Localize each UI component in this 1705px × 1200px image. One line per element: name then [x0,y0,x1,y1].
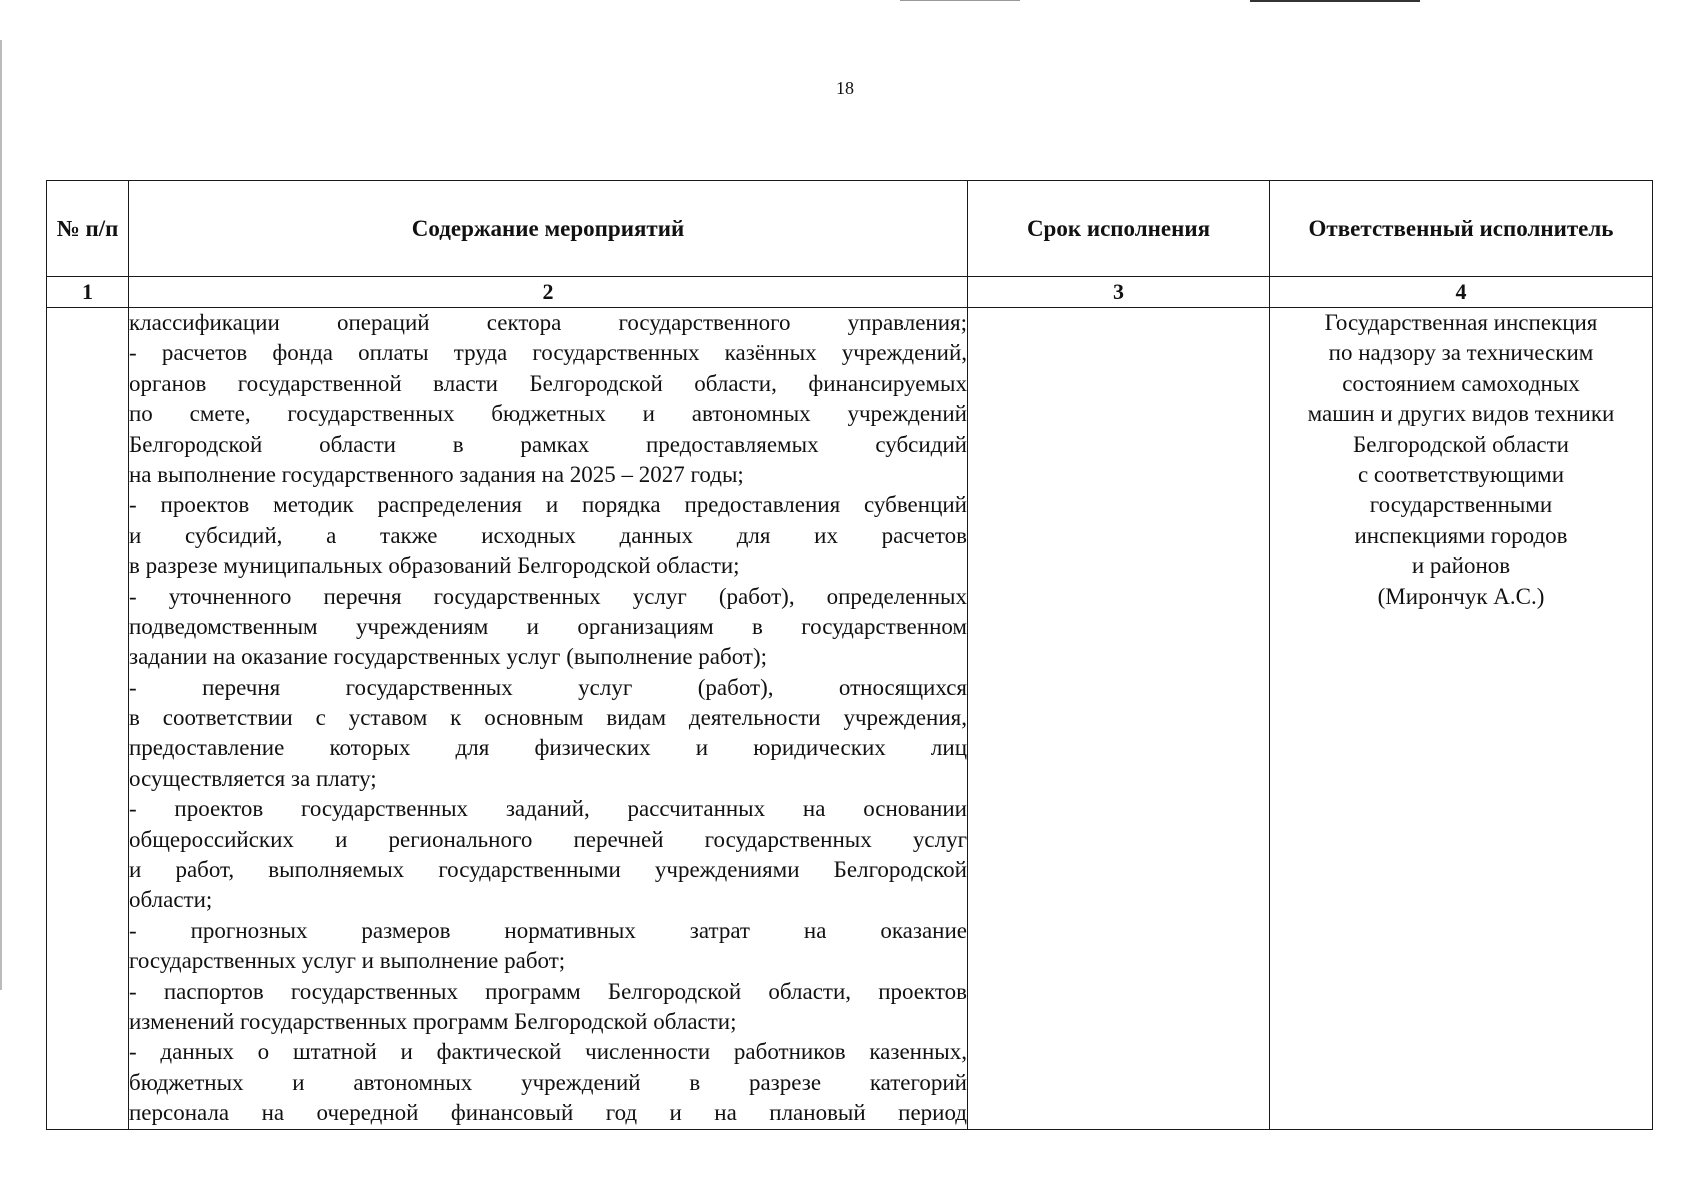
content-line: в разрезе муниципальных образований Белгородской области; [129,553,740,579]
content-line: осуществляется за плату; [129,765,377,791]
row-content-cell [129,308,968,1130]
content-line: в соответствии с уставом к основным видам деятельности учреждения, [129,705,967,731]
scan-artifact-line [1250,0,1420,2]
responsible-line: машин и других видов техники [1307,401,1615,427]
content-line: - прогнозных размеров нормативных затрат на оказание [129,917,967,943]
content-line: - паспортов государственных программ Белгородской области, проектов [129,978,967,1004]
scan-artifact-line [900,0,1020,1]
header-num: № п/п [47,181,129,277]
responsible-line: по надзору за техническим [1328,340,1594,366]
content-line: изменений государственных программ Белгородской области; [129,1008,737,1034]
content-line: и субсидий, а также исходных данных для их расчетов [129,522,967,548]
content-line: государственных услуг и выполнение работ; [129,948,566,974]
responsible-line: и районов [1411,553,1511,579]
content-line: общероссийских и регионального перечней государственных услуг [129,826,967,852]
responsible-line: государственными [1369,492,1553,518]
header-responsible: Ответственный исполнитель [1270,181,1653,277]
column-number: 2 [129,277,968,308]
column-number: 4 [1270,277,1653,308]
content-line: классификации операций сектора государственного управления; [129,310,967,335]
row-num-cell [47,308,129,1130]
responsible-line: Государственная инспекция [1324,310,1598,335]
content-line: бюджетных и автономных учреждений в разрезе категорий [129,1069,967,1095]
column-number-row [47,277,1653,308]
row-term-cell [968,308,1270,1130]
content-line: - проектов методик распределения и порядка предоставления субвенций [129,492,967,518]
responsible-line: с соответствующими [1357,462,1565,488]
measures-table [46,180,1653,1130]
content-line: по смете, государственных бюджетных и автономных учреждений [129,401,967,427]
responsible-line: состоянием самоходных [1342,370,1580,396]
column-number: 1 [47,277,129,308]
content-line: - уточненного перечня государственных услуг (работ), определенных [129,583,967,609]
responsible-line: (Мирончук А.С.) [1377,583,1545,609]
page-number: 18 [836,78,854,98]
content-line: - проектов государственных заданий, рассчитанных на основании [129,796,967,822]
header-term: Срок исполнения [968,181,1270,277]
content-line: персонала на очередной финансовый год и на плановый период [129,1100,967,1126]
content-line: - перечня государственных услуг (работ), относящихся [129,674,967,700]
content-line: органов государственной власти Белгородской области, финансируемых [129,370,967,396]
content-line: на выполнение государственного задания на 2025 – 2027 годы; [129,461,744,487]
content-line: и работ, выполняемых государственными учреждениями Белгородской [129,857,967,883]
table-row [47,308,1653,1130]
content-line: подведомственным учреждениям и организациям в государственном [129,613,967,639]
table-header-row [47,181,1653,277]
scan-artifact-line [0,40,2,990]
responsible-line: Белгородской области [1353,431,1569,457]
row-responsible-cell [1270,308,1653,1130]
content-line: области; [129,887,213,913]
content-line: - расчетов фонда оплаты труда государственных казённых учреждений, [129,340,967,366]
header-content: Содержание мероприятий [129,181,968,277]
content-line: задании на оказание государственных услуг (выполнение работ); [129,644,767,670]
content-line: - данных о штатной и фактической численности работников казенных, [129,1039,967,1065]
content-line: предоставление которых для физических и юридических лиц [129,735,967,761]
responsible-line: инспекциями городов [1354,522,1568,548]
content-line: Белгородской области в рамках предоставляемых субсидий [129,431,967,457]
column-number: 3 [968,277,1270,308]
